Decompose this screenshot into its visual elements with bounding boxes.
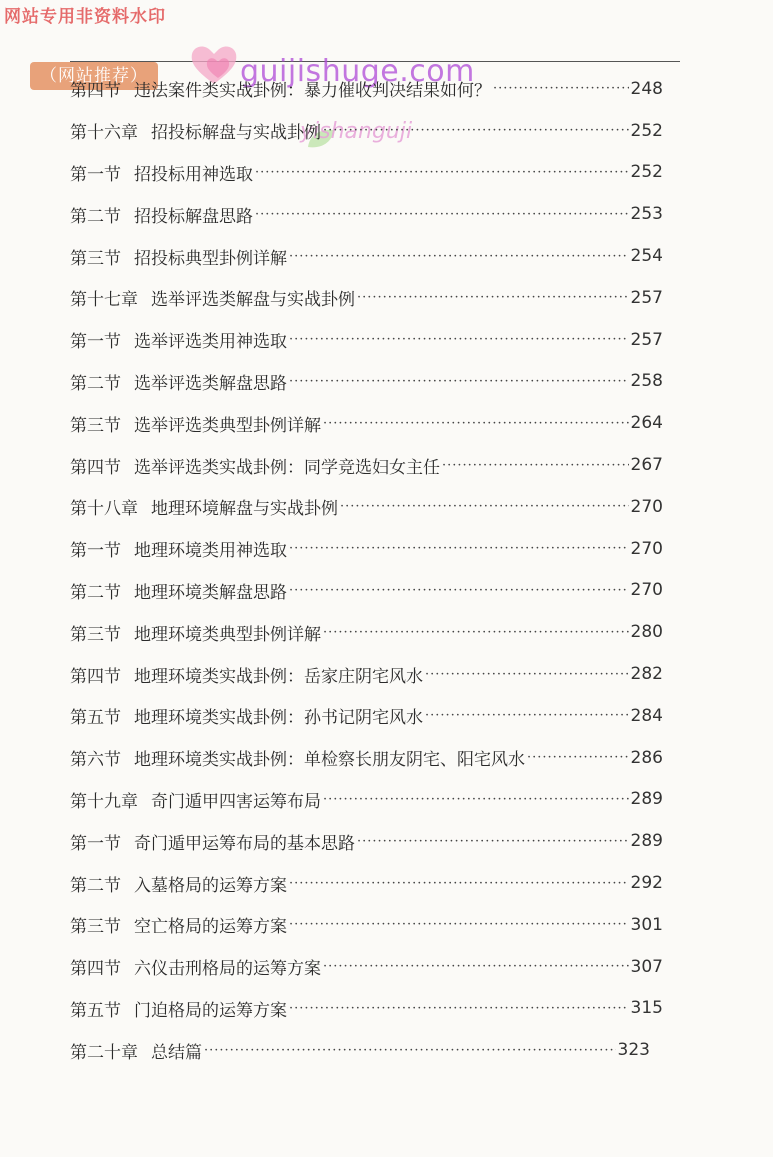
toc-entry[interactable] <box>70 68 663 110</box>
toc-page: 292 <box>630 873 663 894</box>
toc-number: 第十九章 <box>70 791 138 812</box>
toc-number: 第二节 <box>70 373 121 394</box>
toc-entry[interactable] <box>70 904 663 946</box>
toc-title: 选举评选类实战卦例：同学竞选妇女主任 <box>134 457 440 478</box>
toc-title: 地理环境类实战卦例：单检察长朋友阴宅、阳宅风水 <box>134 750 525 771</box>
toc-title: 招投标解盘与实战卦例 <box>151 123 321 144</box>
toc-number: 第五节 <box>70 1000 121 1021</box>
toc-page: 264 <box>630 413 663 434</box>
toc-leader <box>255 165 629 180</box>
toc-page: 248 <box>630 78 663 99</box>
toc-title: 奇门遁甲四害运筹布局 <box>151 791 321 812</box>
toc-page: 252 <box>630 162 663 183</box>
toc-leader <box>289 1001 629 1016</box>
toc-number: 第五节 <box>70 708 121 729</box>
toc-entry[interactable] <box>70 319 663 361</box>
toc-leader <box>340 499 629 514</box>
watermark-text: 网站专用非资料水印 <box>4 7 166 27</box>
toc-leader <box>289 583 629 598</box>
toc-number: 第二十章 <box>70 1042 138 1063</box>
toc-page: 289 <box>630 789 663 810</box>
toc-page: 270 <box>630 580 663 601</box>
toc-number: 第四节 <box>70 457 121 478</box>
toc-entry[interactable] <box>70 402 663 444</box>
toc-title: 招投标解盘思路 <box>134 206 253 227</box>
toc-title: 地理环境解盘与实战卦例 <box>151 499 338 520</box>
toc-title: 门迫格局的运筹方案 <box>134 1000 287 1021</box>
toc-number: 第一节 <box>70 833 121 854</box>
toc-page: 254 <box>630 246 663 267</box>
toc-entry[interactable] <box>70 528 663 570</box>
toc-title: 地理环境类典型卦例详解 <box>134 624 321 645</box>
table-of-contents <box>70 68 663 1071</box>
toc-page: 270 <box>630 538 663 559</box>
toc-leader <box>289 374 629 389</box>
toc-number: 第四节 <box>70 959 121 980</box>
toc-page: 257 <box>630 287 663 308</box>
toc-number: 第四节 <box>70 81 121 102</box>
toc-title: 选举评选类典型卦例详解 <box>134 415 321 436</box>
toc-entry[interactable] <box>70 486 663 528</box>
toc-entry[interactable] <box>70 737 663 779</box>
toc-entry[interactable] <box>70 444 663 486</box>
toc-entry[interactable] <box>70 611 663 653</box>
toc-title: 地理环境类用神选取 <box>134 541 287 562</box>
toc-leader <box>289 332 629 347</box>
toc-leader <box>289 541 629 556</box>
toc-number: 第六节 <box>70 750 121 771</box>
toc-leader <box>323 123 629 138</box>
toc-entry[interactable] <box>70 361 663 403</box>
toc-leader <box>289 876 629 891</box>
toc-number: 第四节 <box>70 666 121 687</box>
toc-entry[interactable] <box>70 988 663 1030</box>
toc-entry[interactable] <box>70 193 663 235</box>
toc-leader <box>323 625 629 640</box>
toc-number: 第三节 <box>70 917 121 938</box>
toc-title: 空亡格局的运筹方案 <box>134 917 287 938</box>
toc-entry[interactable] <box>70 110 663 152</box>
toc-number: 第三节 <box>70 248 121 269</box>
toc-page: 323 <box>617 1040 650 1061</box>
toc-number: 第十七章 <box>70 290 138 311</box>
toc-entry[interactable] <box>70 277 663 319</box>
toc-entry[interactable] <box>70 653 663 695</box>
toc-entry[interactable] <box>70 695 663 737</box>
toc-leader <box>323 416 629 431</box>
toc-page: 258 <box>630 371 663 392</box>
toc-number: 第二节 <box>70 206 121 227</box>
toc-leader <box>323 792 629 807</box>
toc-page: 301 <box>630 914 663 935</box>
toc-entry[interactable] <box>70 152 663 194</box>
toc-title: 总结篇 <box>151 1042 202 1063</box>
toc-page: 280 <box>630 622 663 643</box>
toc-entry[interactable] <box>70 779 663 821</box>
toc-leader <box>289 249 629 264</box>
toc-page: 270 <box>630 496 663 517</box>
site-name-watermark: guijishuge.com <box>240 54 475 89</box>
toc-title: 地理环境类解盘思路 <box>134 582 287 603</box>
toc-leader <box>357 290 629 305</box>
toc-number: 第一节 <box>70 541 121 562</box>
toc-number: 第十六章 <box>70 123 138 144</box>
toc-entry[interactable] <box>70 570 663 612</box>
toc-number: 第一节 <box>70 332 121 353</box>
toc-title: 招投标典型卦例详解 <box>134 248 287 269</box>
toc-page: 267 <box>630 455 663 476</box>
site-badge: （网站推荐） <box>30 62 158 90</box>
toc-entry[interactable] <box>70 946 663 988</box>
toc-title: 选举评选类解盘思路 <box>134 373 287 394</box>
toc-leader <box>323 959 629 974</box>
toc-page: 289 <box>630 831 663 852</box>
toc-page: 257 <box>630 329 663 350</box>
toc-page: 282 <box>630 664 663 685</box>
toc-leader <box>442 458 629 473</box>
toc-leader <box>493 81 629 96</box>
toc-number: 第二节 <box>70 875 121 896</box>
toc-leader <box>204 1043 616 1058</box>
toc-page: 252 <box>630 120 663 141</box>
toc-number: 第二节 <box>70 582 121 603</box>
toc-title: 招投标用神选取 <box>134 164 253 185</box>
toc-number: 第三节 <box>70 415 121 436</box>
toc-entry[interactable] <box>70 1029 650 1071</box>
toc-page: 307 <box>630 956 663 977</box>
toc-number: 第一节 <box>70 164 121 185</box>
toc-title: 六仪击刑格局的运筹方案 <box>134 959 321 980</box>
toc-leader <box>527 750 629 765</box>
toc-entry[interactable] <box>70 862 663 904</box>
toc-title: 违法案件类实战卦例：暴力催收判决结果如何？ <box>134 81 491 102</box>
toc-title: 选举评选类解盘与实战卦例 <box>151 290 355 311</box>
toc-title: 奇门遁甲运筹布局的基本思路 <box>134 833 355 854</box>
toc-leader <box>357 834 629 849</box>
toc-number: 第十八章 <box>70 499 138 520</box>
toc-page: 253 <box>630 204 663 225</box>
site-sub-watermark: yishanguji <box>300 119 413 144</box>
toc-page: 315 <box>630 998 663 1019</box>
toc-entry[interactable] <box>70 235 663 277</box>
toc-entry[interactable] <box>70 820 663 862</box>
toc-leader <box>289 917 629 932</box>
toc-title: 地理环境类实战卦例：孙书记阴宅风水 <box>134 708 423 729</box>
toc-leader <box>255 207 629 222</box>
toc-page: 284 <box>630 705 663 726</box>
toc-number: 第三节 <box>70 624 121 645</box>
toc-title: 选举评选类用神选取 <box>134 332 287 353</box>
toc-leader <box>425 708 629 723</box>
toc-leader <box>425 667 629 682</box>
toc-page: 286 <box>630 747 663 768</box>
toc-title: 地理环境类实战卦例：岳家庄阴宅风水 <box>134 666 423 687</box>
toc-title: 入墓格局的运筹方案 <box>134 875 287 896</box>
